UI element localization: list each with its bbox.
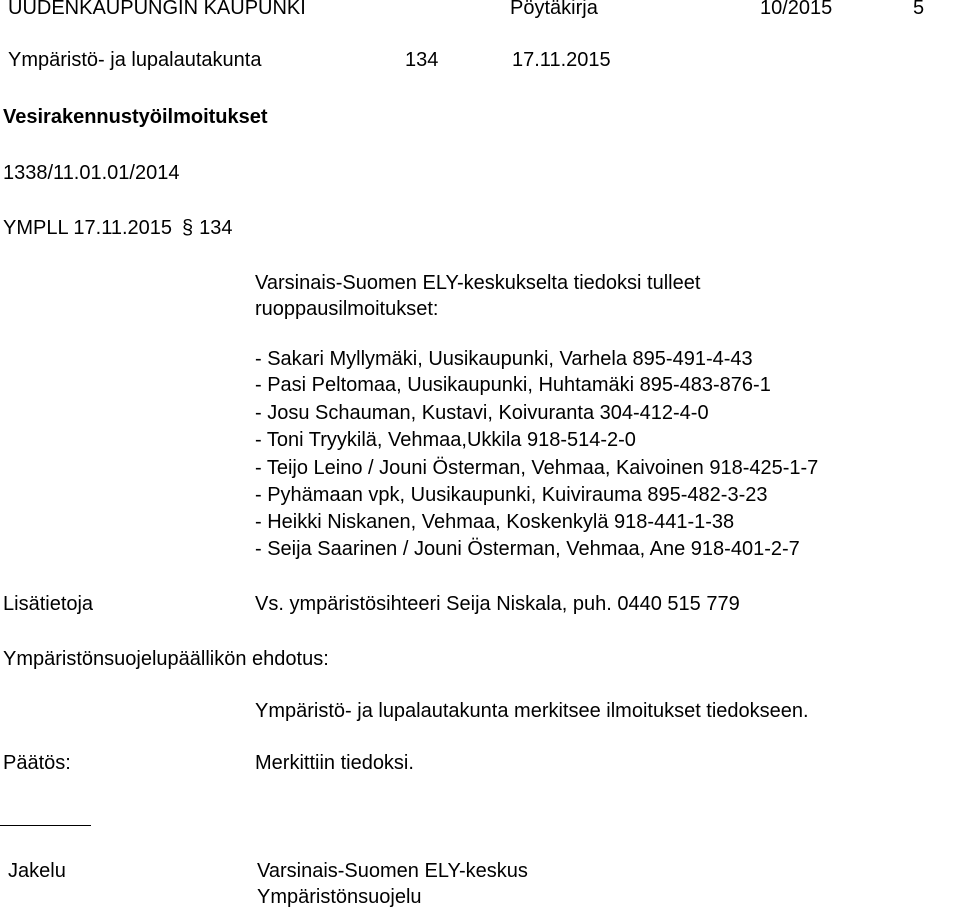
distribution-recipient: Varsinais-Suomen ELY-keskus (257, 860, 528, 882)
list-item: - Toni Tryykilä, Vehmaa,Ukkila 918-514-2-0 (255, 429, 636, 451)
additional-info-label: Lisätietoja (3, 593, 94, 615)
page-number: 5 (913, 0, 925, 19)
decision-label: Päätös: (3, 752, 71, 774)
list-item: - Pyhämaan vpk, Uusikaupunki, Kuivirauma 895-482-3-23 (255, 484, 768, 506)
section-sign-icon: § (182, 217, 194, 239)
document-type: Pöytäkirja (510, 0, 598, 19)
list-item: - Sakari Myllymäki, Uusikaupunki, Varhela 895-491-4-43 (255, 348, 753, 370)
meeting-date: 17.11.2015 (512, 49, 611, 71)
list-item: - Teijo Leino / Jouni Österman, Vehmaa, Kaivoinen 918-425-1-7 (255, 457, 819, 479)
document-number: 10/2015 (760, 0, 833, 19)
page-title: Vesirakennustyöilmoitukset (3, 106, 268, 128)
distribution-recipient: Ympäristönsuojelu (257, 886, 422, 908)
committee-name: Ympäristö- ja lupalautakunta (8, 49, 262, 71)
list-item: - Josu Schauman, Kustavi, Koivuranta 304-412-4-0 (255, 402, 709, 424)
list-item: - Pasi Peltomaa, Uusikaupunki, Huhtamäki 895-483-876-1 (255, 374, 771, 396)
section-number: 134 (405, 49, 439, 71)
decision-text: Merkittiin tiedoksi. (255, 752, 414, 774)
intro-line-2: ruoppausilmoitukset: (255, 298, 439, 320)
proposal-label: Ympäristönsuojelupäällikön ehdotus: (3, 648, 329, 670)
municipality-name: UUDENKAUPUNGIN KAUPUNKI (8, 0, 306, 19)
meeting-reference (3, 215, 233, 241)
list-item: - Heikki Niskanen, Vehmaa, Koskenkylä 918-441-1-38 (255, 511, 735, 533)
meeting-reference-prefix: YMPLL 17.11.2015 (3, 217, 173, 239)
list-item: - Seija Saarinen / Jouni Österman, Vehmaa, Ane 918-401-2-7 (255, 538, 800, 560)
divider-line (0, 825, 91, 826)
distribution-label: Jakelu (8, 860, 66, 882)
reference-number: 1338/11.01.01/2014 (3, 162, 180, 184)
intro-line-1: Varsinais-Suomen ELY-keskukselta tiedoksi tulleet (255, 272, 701, 294)
additional-info-value: Vs. ympäristösihteeri Seija Niskala, puh. 0440 515 779 (255, 593, 740, 615)
proposal-text: Ympäristö- ja lupalautakunta merkitsee ilmoitukset tiedokseen. (255, 700, 809, 722)
meeting-reference-section: 134 (199, 217, 233, 239)
